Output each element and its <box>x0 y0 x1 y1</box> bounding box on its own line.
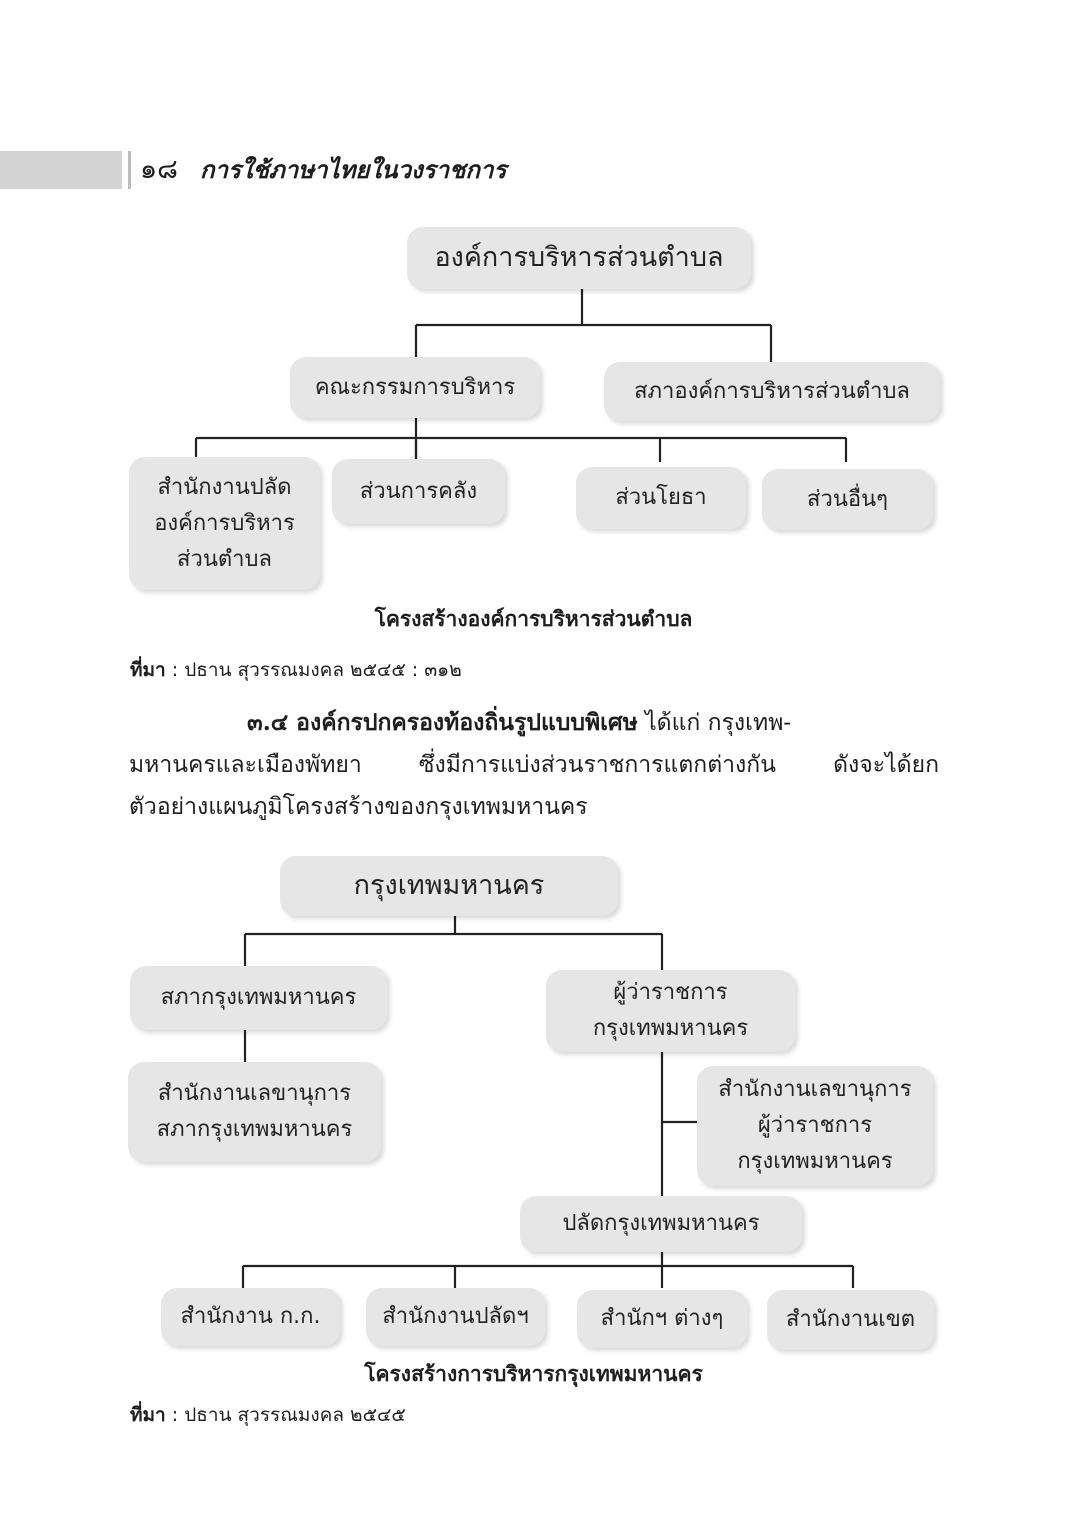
org-governor-secretariat: สำนักงานเลขานุการ ผู้ว่าราชการ กรุงเทพมหานคร <box>697 1066 933 1186</box>
chart1-source <box>130 656 462 684</box>
source-text: : ปธาน สุวรรณมงคล ๒๕๔๕ <box>165 1404 406 1426</box>
chart2-caption: โครงสร้างการบริหารกรุงเทพมหานคร <box>364 1362 703 1386</box>
org-root-sao: องค์การบริหารส่วนตำบล <box>407 227 751 289</box>
org-executive-committee: คณะกรรมการบริหาร <box>290 357 540 418</box>
org-office-kk: สำนักงาน ก.ก. <box>161 1288 340 1346</box>
page-number: ๑๘ <box>140 154 178 185</box>
org-office-of-permanent-secretary-bma: สำนักงานปลัดฯ <box>366 1288 545 1346</box>
org-council-secretariat: สำนักงานเลขานุการ สภากรุงเทพมหานคร <box>128 1062 381 1162</box>
running-title: การใช้ภาษาไทยในวงราชการ <box>200 155 507 184</box>
paragraph-line-1 <box>129 702 939 744</box>
body-paragraph <box>129 702 939 828</box>
org-governor: ผู้ว่าราชการ กรุงเทพมหานคร <box>546 970 795 1052</box>
org-finance-division: ส่วนการคลัง <box>332 459 505 524</box>
source-text: : ปธาน สุวรรณมงคล ๒๕๔๕ : ๓๑๒ <box>165 659 462 681</box>
chart2-source <box>130 1401 406 1429</box>
org-office-of-permanent-secretary: สำนักงานปลัด องค์การบริหาร ส่วนตำบล <box>129 457 320 590</box>
org-public-works-division: ส่วนโยธา <box>576 467 746 529</box>
org-root-bma: กรุงเทพมหานคร <box>280 856 618 916</box>
org-permanent-secretary: ปลัดกรุงเทพมหานคร <box>520 1196 802 1252</box>
source-label: ที่มา <box>130 659 166 681</box>
org-bangkok-council: สภากรุงเทพมหานคร <box>130 966 387 1030</box>
paragraph-line-2: มหานครและเมืองพัทยา ซึ่งมีการแบ่งส่วนราชการแตกต่างกัน ดังจะได้ยก <box>129 752 939 778</box>
org-various-offices: สำนักฯ ต่างๆ <box>577 1290 747 1348</box>
paragraph-line-3: ตัวอย่างแผนภูมิโครงสร้างของกรุงเทพมหานคร <box>129 794 588 820</box>
paragraph-line-1-text: ได้แก่ กรุงเทพ- <box>637 710 792 736</box>
section-heading: ๓.๔ องค์กรปกครองท้องถิ่นรูปแบบพิเศษ <box>247 709 638 736</box>
org-other-divisions: ส่วนอื่นๆ <box>762 469 933 530</box>
chart1-caption: โครงสร้างองค์การบริหารส่วนตำบล <box>374 607 693 631</box>
source-label: ที่มา <box>130 1404 166 1426</box>
org-district-offices: สำนักงานเขต <box>767 1290 934 1350</box>
org-sao-council: สภาองค์การบริหารส่วนตำบล <box>604 362 940 421</box>
